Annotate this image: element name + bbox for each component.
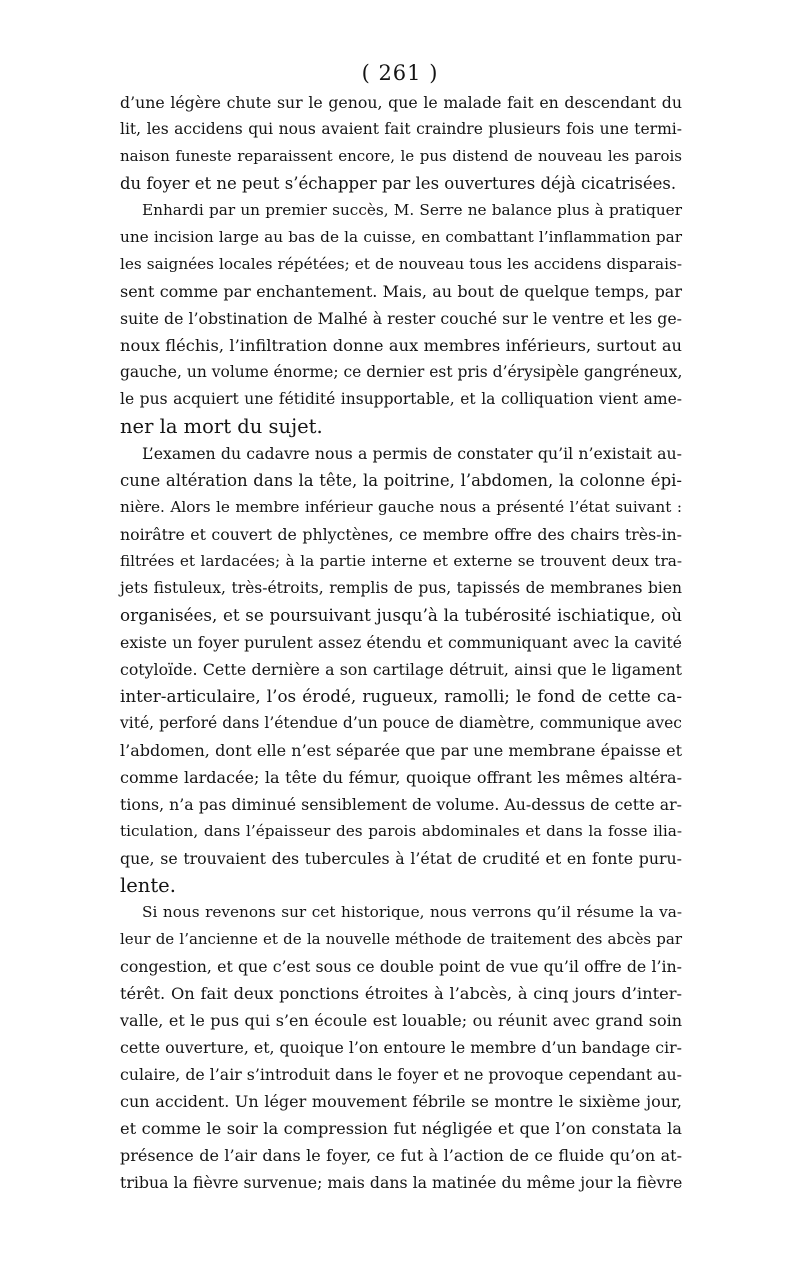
- text-line: nière. Alors le membre inférieur gauche nous a présenté l’état suivant :: [120, 498, 682, 516]
- text-line: et comme le soir la compression fut négligée et que l’on constata la: [120, 1119, 682, 1138]
- text-line: ticulation, dans l’épaisseur des parois abdominales et dans la fosse ilia-: [120, 822, 682, 840]
- text-line: naison funeste reparaissent encore, le pus distend de nouveau les parois: [120, 147, 682, 165]
- text-line: Si nous revenons sur cet historique, nous verrons qu’il résume la va-: [142, 903, 682, 921]
- text-line: les saignées locales répétées; et de nouveau tous les accidens disparais-: [120, 255, 682, 273]
- text-line: lente.: [120, 874, 176, 897]
- text-line: Enhardi par un premier succès, M. Serre ne balance plus à pratiquer: [142, 201, 682, 219]
- text-line: l’abdomen, dont elle n’est séparée que par une membrane épaisse et: [120, 741, 682, 760]
- text-line: noirâtre et couvert de phlyctènes, ce membre offre des chairs très-in-: [120, 525, 682, 544]
- text-line: cotyloïde. Cette dernière a son cartilage détruit, ainsi que le ligament: [120, 660, 682, 679]
- text-line: existe un foyer purulent assez étendu et communiquant avec la cavité: [120, 633, 682, 652]
- text-line: cun accident. Un léger mouvement fébrile se montre le sixième jour,: [120, 1092, 682, 1111]
- text-line: valle, et le pus qui s’en écoule est louable; ou réunit avec grand soin: [120, 1011, 682, 1030]
- text-line: culaire, de l’air s’introduit dans le foyer et ne provoque cependant au-: [120, 1065, 682, 1084]
- text-line: noux fléchis, l’infiltration donne aux membres inférieurs, surtout au: [120, 336, 682, 355]
- text-line: tions, n’a pas diminué sensiblement de volume. Au-dessus de cette ar-: [120, 795, 682, 814]
- text-line: suite de l’obstination de Malhé à rester couché sur le ventre et les ge-: [120, 309, 682, 328]
- text-line: du foyer et ne peut s’échapper par les ouvertures déjà cicatrisées.: [120, 174, 677, 193]
- text-line: comme lardacée; la tête du fémur, quoique offrant les mêmes altéra-: [120, 768, 682, 787]
- text-line: térêt. On fait deux ponctions étroites à l’abcès, à cinq jours d’inter-: [120, 984, 682, 1003]
- text-line: gauche, un volume énorme; ce dernier est pris d’érysipèle gangréneux,: [120, 363, 683, 381]
- text-line: congestion, et que c’est sous ce double point de vue qu’il offre de l’in-: [120, 957, 682, 976]
- text-line: le pus acquiert une fétidité insupportable, et la colliquation vient ame-: [120, 390, 682, 408]
- text-line: jets fistuleux, très-étroits, remplis de pus, tapissés de membranes bien: [120, 579, 682, 597]
- text-line: tribua la fièvre survenue; mais dans la matinée du même jour la fièvre: [120, 1173, 683, 1192]
- text-line: présence de l’air dans le foyer, ce fut à l’action de ce fluide qu’on at-: [120, 1146, 682, 1165]
- text-line: filtrées et lardacées; à la partie interne et externe se trouvent deux tra-: [120, 552, 682, 570]
- text-line: cette ouverture, et, quoique l’on entoure le membre d’un bandage cir-: [120, 1038, 682, 1057]
- text-line: sent comme par enchantement. Mais, au bout de quelque temps, par: [120, 282, 682, 301]
- text-line: leur de l’ancienne et de la nouvelle méthode de traitement des abcès par: [120, 930, 682, 948]
- page-number: ( 261 ): [361, 61, 439, 85]
- text-line: organisées, et se poursuivant jusqu’à la tubérosité ischiatique, où: [120, 605, 682, 625]
- text-line: que, se trouvaient des tubercules à l’état de crudité et en fonte puru-: [120, 849, 682, 868]
- text-line: vité, perforé dans l’étendue d’un pouce de diamètre, communique avec: [120, 714, 682, 732]
- text-line: cune altération dans la tête, la poitrine, l’abdomen, la colonne épi-: [120, 471, 682, 490]
- text-line: inter-articulaire, l’os érodé, rugueux, ramolli; le fond de cette ca-: [120, 686, 682, 706]
- text-line: L’examen du cadavre nous a permis de constater qu’il n’existait au-: [142, 444, 682, 463]
- text-line: ner la mort du sujet.: [120, 415, 323, 438]
- text-line: une incision large au bas de la cuisse, en combattant l’inflammation par: [120, 228, 682, 246]
- text-line: lit, les accidens qui nous avaient fait craindre plusieurs fois une termi-: [120, 120, 682, 138]
- text-line: d’une légère chute sur le genou, que le malade fait en descendant du: [120, 93, 682, 112]
